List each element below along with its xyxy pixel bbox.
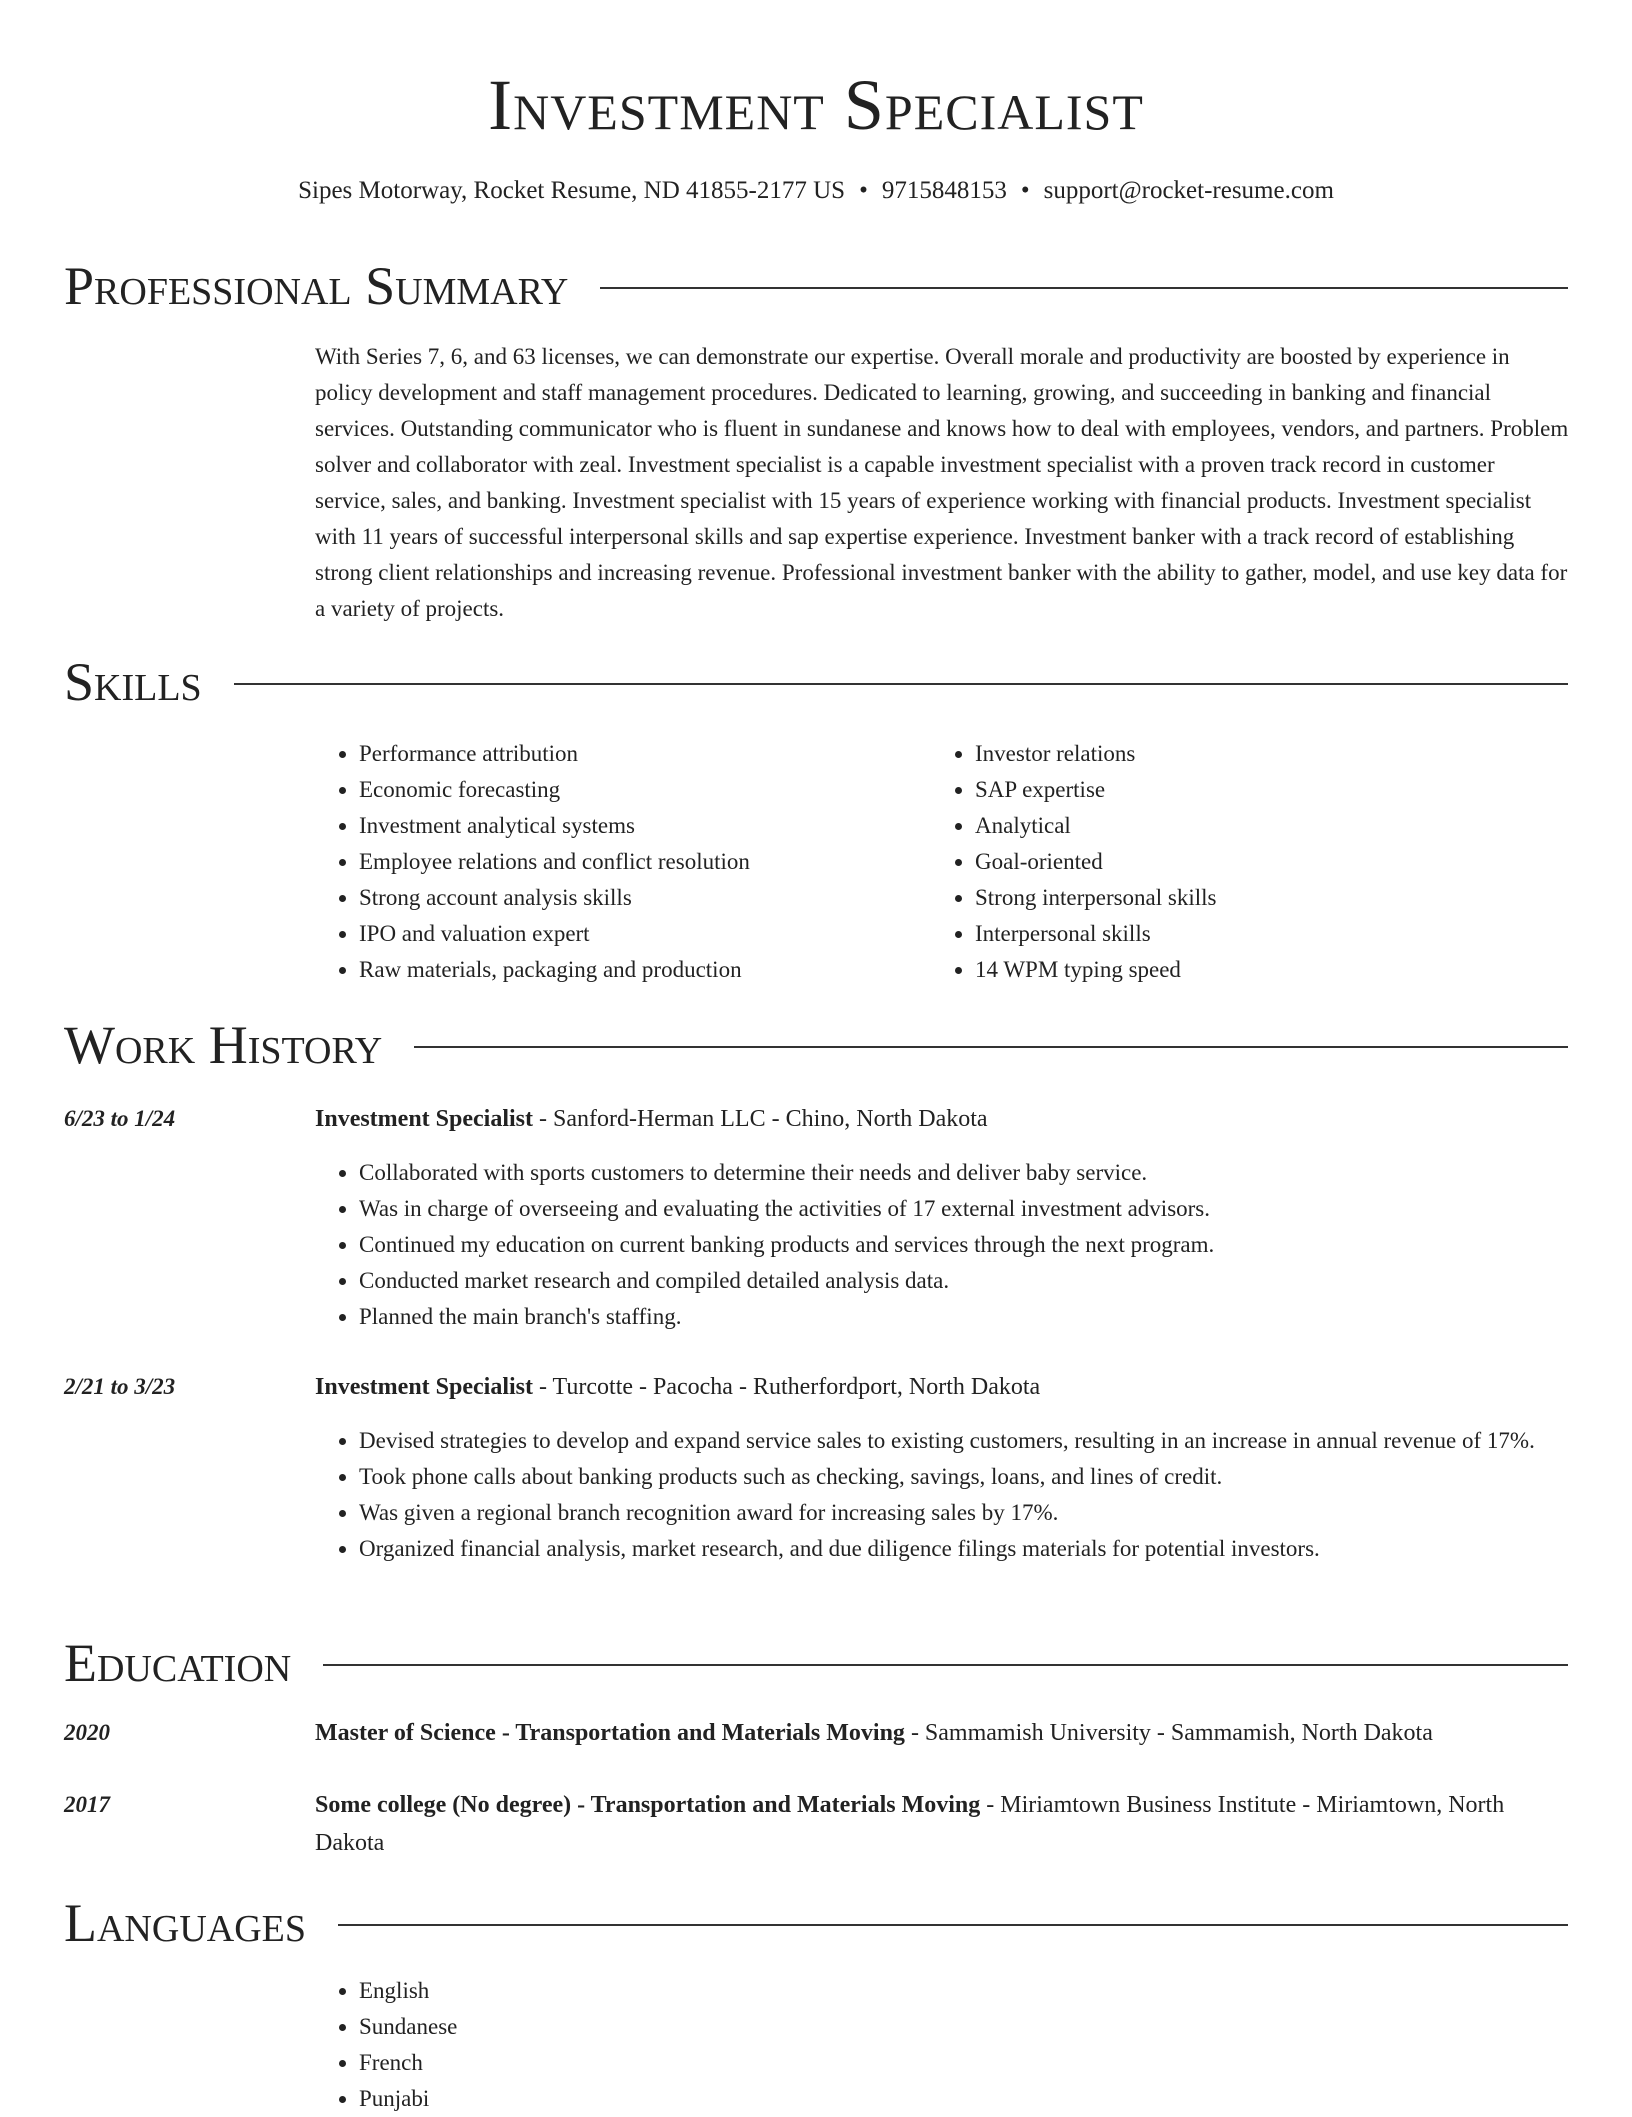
skill-item: • SAP expertise bbox=[975, 772, 1531, 808]
job-role: Investment Specialist bbox=[315, 1106, 533, 1132]
job-bullets bbox=[315, 1155, 1570, 1335]
summary-section-header bbox=[64, 254, 1568, 318]
section-title-work: Work History bbox=[64, 1015, 383, 1075]
skill-item: • Investor relations bbox=[975, 736, 1531, 772]
job-bullet: • Was given a regional branch recognition award for increasing sales by 17%. bbox=[359, 1495, 1570, 1531]
job-bullet: • Was in charge of overseeing and evaluating the activities of 17 external investment advisors. bbox=[359, 1191, 1570, 1227]
job-title-line bbox=[315, 1368, 1570, 1406]
section-divider bbox=[234, 683, 1568, 685]
education-entry bbox=[315, 1714, 1570, 1752]
job-role: Investment Specialist bbox=[315, 1374, 533, 1400]
section-title-education: Education bbox=[64, 1633, 292, 1693]
education-degree: Some college (No degree) - Transportation and Materials Moving bbox=[315, 1792, 981, 1818]
skill-item: • Performance attribution bbox=[359, 736, 915, 772]
education-year: 2020 bbox=[64, 1720, 110, 1745]
skill-item: • Employee relations and conflict resolution bbox=[359, 844, 915, 880]
skill-item: • Strong account analysis skills bbox=[359, 880, 915, 916]
contact-line bbox=[0, 174, 1632, 208]
job-bullet: • Continued my education on current banking products and services through the next program. bbox=[359, 1227, 1570, 1263]
skill-item: • Interpersonal skills bbox=[975, 916, 1531, 952]
job-bullets bbox=[315, 1423, 1570, 1567]
education-school: - Sammamish University - Sammamish, North Dakota bbox=[904, 1720, 1433, 1746]
language-item: • English bbox=[359, 1973, 915, 2009]
contact-separator: • bbox=[1020, 177, 1030, 204]
section-divider bbox=[338, 1924, 1568, 1926]
language-item: • French bbox=[359, 2045, 915, 2081]
skill-item: • Analytical bbox=[975, 808, 1531, 844]
job-bullet: • Conducted market research and compiled detailed analysis data. bbox=[359, 1263, 1570, 1299]
education-year: 2017 bbox=[64, 1792, 110, 1817]
section-title-languages: Languages bbox=[64, 1893, 306, 1953]
job-bullet: • Planned the main branch's staffing. bbox=[359, 1299, 1570, 1335]
job-dates: 2/21 to 3/23 bbox=[64, 1374, 176, 1399]
skills-section-header bbox=[64, 650, 1568, 714]
job-bullet: • Organized financial analysis, market research, and due diligence filings materials for potential investors. bbox=[359, 1531, 1570, 1567]
resume-name: Investment Specialist bbox=[488, 65, 1144, 145]
job-title-line bbox=[315, 1100, 1570, 1138]
job-employer: - Sanford-Herman LLC - Chino, North Dakota bbox=[533, 1106, 988, 1132]
skill-item: • IPO and valuation expert bbox=[359, 916, 915, 952]
job-bullet: • Took phone calls about banking products such as checking, savings, loans, and lines of credit. bbox=[359, 1459, 1570, 1495]
skills-column-right bbox=[931, 736, 1531, 988]
contact-phone: 9715848153 bbox=[881, 177, 1007, 204]
section-title-skills: Skills bbox=[64, 652, 202, 712]
job-bullet: • Collaborated with sports customers to determine their needs and deliver baby service. bbox=[359, 1155, 1570, 1191]
language-item: • Punjabi bbox=[359, 2081, 915, 2117]
summary-text: With Series 7, 6, and 63 licenses, we can demonstrate our expertise. Overall morale and productivity are boosted by experience in policy development and staff management procedures. Dedicated to learning, growing, and succeeding in banking and financial services. Outstanding communicator who is fluent in sundanese and knows how to deal with employees, vendors, and partners. Problem solver and collaborator with zeal. Investment specialist is a capable investment specialist with a proven track record in customer service, sales, and banking. Investment specialist with 15 years of experience working with financial products. Investment specialist with 11 years of successful interpersonal skills and sap expertise experience. Investment banker with a track record of establishing strong client relationships and increasing revenue. Professional investment banker with the ability to gather, model, and use key data for a variety of projects. bbox=[315, 344, 1569, 621]
contact-address: Sipes Motorway, Rocket Resume, ND 41855-2177 US bbox=[298, 177, 846, 204]
education-entry bbox=[315, 1786, 1570, 1862]
skills-column-left bbox=[315, 736, 915, 988]
skill-item: • 14 WPM typing speed bbox=[975, 952, 1531, 988]
skill-item: • Raw materials, packaging and production bbox=[359, 952, 915, 988]
job-bullet: • Devised strategies to develop and expand service sales to existing customers, resulting in an increase in annual revenue of 17%. bbox=[359, 1423, 1570, 1459]
section-divider bbox=[323, 1664, 1568, 1666]
education-section-header bbox=[64, 1631, 1568, 1695]
contact-email[interactable]: support@rocket-resume.com bbox=[1043, 177, 1334, 204]
section-title-summary: Professional Summary bbox=[64, 256, 569, 316]
languages-section-header bbox=[64, 1891, 1568, 1955]
skill-item: • Economic forecasting bbox=[359, 772, 915, 808]
job-dates: 6/23 to 1/24 bbox=[64, 1106, 176, 1131]
skill-item: • Investment analytical systems bbox=[359, 808, 915, 844]
skill-item: • Strong interpersonal skills bbox=[975, 880, 1531, 916]
language-item: • Sundanese bbox=[359, 2009, 915, 2045]
education-degree: Master of Science - Transportation and Materials Moving bbox=[315, 1720, 905, 1746]
section-divider bbox=[414, 1046, 1568, 1048]
education-school: - Miriamtown Business Institute - Miriamtown, North Dakota bbox=[315, 1792, 1505, 1856]
skill-item: • Goal-oriented bbox=[975, 844, 1531, 880]
section-divider bbox=[600, 287, 1568, 289]
contact-separator: • bbox=[859, 177, 868, 204]
job-employer: - Turcotte - Pacocha - Rutherfordport, North Dakota bbox=[533, 1374, 1041, 1400]
languages-list bbox=[315, 1973, 915, 2117]
work-section-header bbox=[64, 1013, 1568, 1077]
